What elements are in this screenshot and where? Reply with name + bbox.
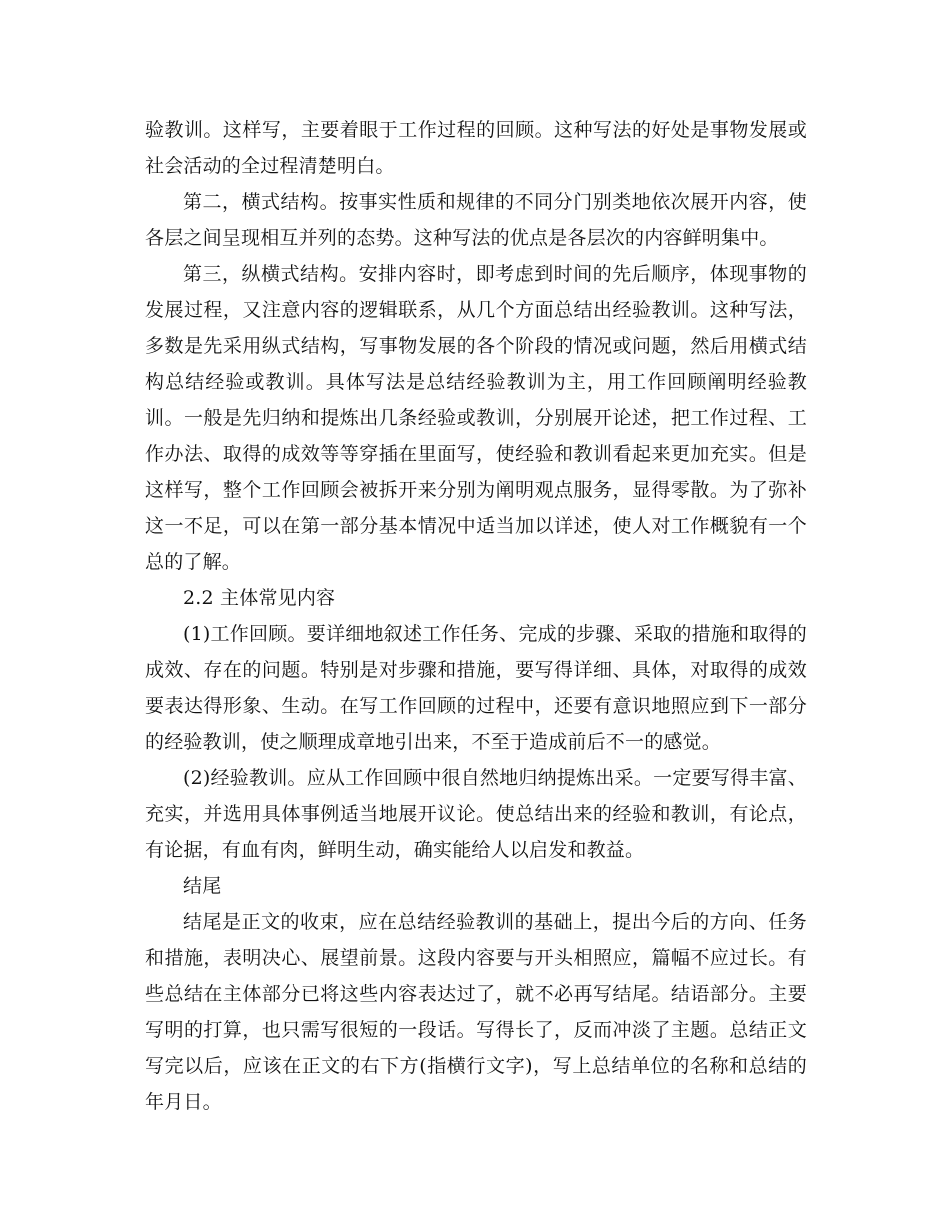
paragraph-horizontal-structure: 第二，横式结构。按事实性质和规律的不同分门别类地依次展开内容，使各层之间呈现相互并列的态势。这种写法的优点是各层次的内容鲜明集中。 (145, 191, 807, 249)
paragraph-ending: 结尾是正文的收束，应在总结经验教训的基础上，提出今后的方向、任务和措施，表明决心、展望前景。这段内容要与开头相照应，篇幅不应过长。有些总结在主体部分已将这些内容表达过了，就不必再写结尾。结语部分。主要写明的打算，也只需写很短的一段话。写得长了，反而冲淡了主题。总结正文写完以后，应该在正文的右下方(指横行文字)，写上总结单位的名称和总结的年月日。 (145, 911, 807, 1113)
section-heading-main-content: 2.2 主体常见内容 (183, 587, 336, 609)
section-heading-ending: 结尾 (183, 875, 222, 897)
paragraph-work-review: (1)工作回顾。要详细地叙述工作任务、完成的步骤、采取的措施和取得的成效、存在的问题。特别是对步骤和措施，要写得详细、具体，对取得的成效要表达得形象、生动。在写工作回顾的过程中，还要有意识地照应到下一部分的经验教训，使之顺理成章地引出来，不至于造成前后不一的感觉。 (145, 623, 807, 753)
document-body (145, 112, 807, 1120)
paragraph-continuation: 验教训。这样写，主要着眼于工作过程的回顾。这种写法的好处是事物发展或社会活动的全过程清楚明白。 (145, 119, 807, 177)
paragraph-lessons-learned: (2)经验教训。应从工作回顾中很自然地归纳提炼出采。一定要写得丰富、充实，并选用具体事例适当地展开议论。使总结出来的经验和教训，有论点，有论据，有血有肉，鲜明生动，确实能给人以启发和教益。 (145, 767, 807, 861)
paragraph-combined-structure: 第三，纵横式结构。安排内容时，即考虑到时间的先后顺序，体现事物的发展过程，又注意内容的逻辑联系，从几个方面总结出经验教训。这种写法，多数是先采用纵式结构，写事物发展的各个阶段的情况或问题，然后用横式结构总结经验或教训。具体写法是总结经验教训为主，用工作回顾阐明经验教训。一般是先归纳和提炼出几条经验或教训，分别展开论述，把工作过程、工作办法、取得的成效等等穿插在里面写，使经验和教训看起来更加充实。但是这样写，整个工作回顾会被拆开来分别为阐明观点服务，显得零散。为了弥补这一不足，可以在第一部分基本情况中适当加以详述，使人对工作概貌有一个总的了解。 (145, 263, 807, 573)
